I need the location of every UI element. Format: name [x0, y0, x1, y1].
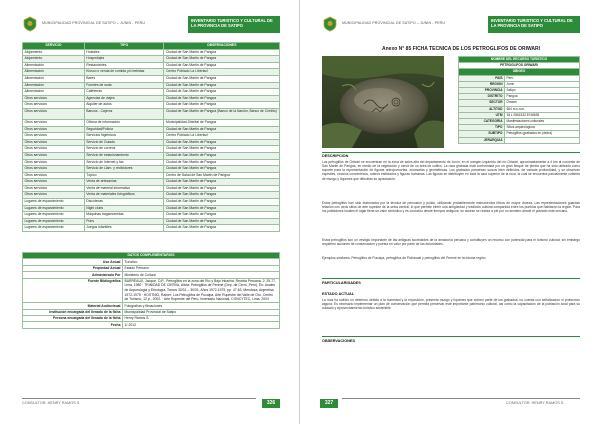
field-value [505, 137, 580, 143]
table-row [23, 62, 280, 69]
services-table [22, 42, 280, 232]
observation-cell: Ciudad de San Martin de Pangoa [164, 139, 280, 146]
field-value: Ministerio de Cultura [123, 272, 280, 278]
service-cell: Otros servicios [23, 139, 85, 146]
service-cell: Otros servicios [23, 185, 85, 192]
left-footer [0, 398, 299, 410]
footer-rule [342, 398, 580, 399]
right-footer [300, 398, 600, 410]
field-label: JERARQUIA [459, 137, 505, 143]
service-cell: Otros servicios [23, 159, 85, 166]
info-header: NOMBRE DEL RECURSO TURISTICO [459, 57, 580, 63]
field-label: REGION [459, 81, 505, 87]
field-label: Fecha [23, 322, 123, 328]
field-value: Petroglifos (grabados en piedra) [505, 131, 580, 137]
left-header [0, 14, 299, 40]
current-state-paragraph: La roca ha sufrido un deterioro debido a la humedad y la exposición, presenta musgo y líquenes que cubren parte de los grabados; no cuenta con señalización ni protección alguna. Es necesario implementar un plan de conservación que permita preservar este importante patrimonio cultural, así como la capacitación de la población local para su cuidado y aprovechamiento turístico sostenible. [322, 298, 580, 311]
table-row [23, 108, 280, 119]
observation-cell: Ciudad de San Martin de Pangoa [164, 126, 280, 133]
field-label: Material Audiovisual [23, 303, 123, 309]
type-cell: Venta de artesanías [84, 179, 164, 186]
service-cell: Alojamiento [23, 56, 85, 63]
field-label: CATEGORIA [459, 119, 505, 125]
field-value: Oriwari [505, 100, 580, 106]
observation-cell: Municipalidad Distrital de Pangoa [164, 119, 280, 126]
info-header: PETROGLIFOS ORIWARI [459, 63, 580, 69]
type-cell: Servicios higiénicos [84, 133, 164, 140]
service-cell: Otros servicios [23, 152, 85, 159]
description-paragraph-3: Estos petroglifos son un vestigio importante de las antiguas sociedades de la amazonía peruana y constituyen un recurso con potencial para el turismo cultural; sin embargo requieren acciones de conservación y puesta en valor por parte de las autoridades. [322, 238, 580, 247]
type-cell: Fuentes de soda [84, 82, 164, 89]
table-row [23, 166, 280, 173]
table-row [23, 152, 280, 159]
type-cell: Venta de material informativo [84, 185, 164, 192]
service-cell: Alimentación [23, 62, 85, 69]
type-cell: Night clubs [84, 205, 164, 212]
type-cell: Servicio de Internet y fax [84, 159, 164, 166]
service-cell: Alimentación [23, 69, 85, 76]
section-rule [322, 278, 580, 279]
field-label: TIPO [459, 125, 505, 131]
observation-cell: Ciudad de San Martin de Pangoa [164, 205, 280, 212]
table-row [23, 133, 280, 140]
service-cell: Lugares de esparcimiento [23, 205, 85, 212]
field-value: Estado Peruano [123, 265, 280, 271]
table-row [23, 102, 280, 109]
service-cell: Lugares de esparcimiento [23, 212, 85, 219]
right-page [300, 0, 600, 424]
observation-cell: Ciudad de San Martin de Pangoa [164, 89, 280, 96]
service-cell: Alimentación [23, 82, 85, 89]
table-row [23, 218, 280, 225]
page-number-left: 326 [262, 399, 280, 408]
field-label: DISTRITO [459, 94, 505, 100]
observation-cell: Ciudad de San Martin de Pangoa [164, 185, 280, 192]
observation-cell: Ciudad de San Martin de Pangoa [164, 146, 280, 153]
table-row [23, 75, 280, 82]
table-row [23, 199, 280, 206]
particularities-title: PARTICULARIDADES [322, 281, 361, 285]
table-row [23, 56, 280, 63]
service-cell: Otros servicios [23, 119, 85, 126]
table-row [23, 322, 280, 328]
field-label: SECTOR [459, 100, 505, 106]
field-value: 18 L 0561532 8748635 [505, 112, 580, 118]
table-row [23, 119, 280, 126]
right-header [300, 14, 600, 40]
type-cell: Discotecas [84, 199, 164, 206]
observation-cell: Ciudad de San Martin de Pangoa [164, 82, 280, 89]
observation-cell: Ciudad de San Martin de Pangoa (Banco de la Nación, Banco de Crédito) [164, 108, 280, 119]
table-row [23, 95, 280, 102]
table-row [23, 212, 280, 219]
field-value: Satipo [505, 88, 580, 94]
observation-cell: Ciudad de San Martin de Pangoa [164, 75, 280, 82]
field-value: Junín [505, 81, 580, 87]
table-row [23, 192, 280, 199]
observation-cell: Ciudad de San Martin de Pangoa [164, 225, 280, 232]
complementary-header: DATOS COMPLEMENTARIOS [23, 253, 280, 259]
field-value: Sitios arqueológicos [505, 125, 580, 131]
service-cell: Alimentación [23, 75, 85, 82]
description-paragraph-2: Estos petroglifos han sido elaborados por la técnica de percusión y pulido, utilizando probablemente instrumentos líticos de mayor dureza. Las representaciones guardan relación con otros sitios de arte rupestre de la selva central, lo que permite inferir una antigüedad y tradición cultural compartida entre los pueblos que habitaron la región. Para los pobladores locales el lugar tiene un valor simbólico y es conocido desde tiempos antiguos; su acceso se realiza a pie por un sendero desde el poblado más cercano. [322, 201, 580, 214]
observation-cell: Ciudad de San Martin de Pangoa [164, 62, 280, 69]
consultant-name: CONSULTOR: HENRY RAMOS S. [22, 401, 81, 405]
table-row [23, 278, 280, 303]
field-label: Fuente Bibliográfica [23, 278, 123, 303]
col-header-observations: OBSERVACIONES [164, 43, 280, 50]
table-row [23, 139, 280, 146]
service-cell: Lugares de esparcimiento [23, 218, 85, 225]
service-cell: Lugares de esparcimiento [23, 225, 85, 232]
ficha-title: Anexo N° 85 FICHA TECNICA DE LOS PETROGLIFOS DE ORIWARI [382, 46, 541, 52]
table-row [23, 225, 280, 232]
field-value: Fotografías y filmaciones [123, 303, 280, 309]
observation-cell: Ciudad de San Martin de Pangoa [164, 179, 280, 186]
type-cell: Hostales [84, 49, 164, 56]
type-cell: Oficina de información [84, 119, 164, 126]
field-label: Administrado Por [23, 272, 123, 278]
service-cell: Otros servicios [23, 126, 85, 133]
observation-cell: Ciudad de San Martin de Pangoa [164, 199, 280, 206]
service-cell: Otros servicios [23, 192, 85, 199]
table-row [23, 49, 280, 56]
field-value: Turístico [123, 259, 280, 265]
observation-cell: Centro Poblado La Libertad [164, 69, 280, 76]
description-paragraph-1: Los petroglifos de Oriwari se encuentran en la zona de selva alta del departamento de Junín, en el margen izquierdo del río Oriwari, aproximadamente a 4 km al noroeste de San Martin de Pangoa, en medio de la vegetación y cerca de un área de cultivo. La roca grabada está conformada por un gran bloque de piedra que ha sido utilizado como soporte para la representación de figuras antropomorfas, zoomorfas y geométricas. Los grabados presentan surcos bien definidos, de variada profundidad, y se observan espirales, círculos concéntricos, rostros estilizados y figuras humanas. Las figuras se distribuyen en toda la cara superior de la roca, la cual se encuentra parcialmente cubierta de musgo y líquenes que dificultan su apreciación. [322, 160, 580, 181]
type-cell: Servicio de correos [84, 146, 164, 153]
field-value: Pangoa [505, 94, 580, 100]
description-title: DESCRIPCION [322, 154, 349, 158]
observation-cell: Ciudad de San Martin de Pangoa [164, 102, 280, 109]
section-rule [322, 336, 580, 337]
field-value: Perú [505, 75, 580, 81]
table-row [23, 172, 280, 179]
observation-cell: Ciudad de San Martin de Pangoa [164, 166, 280, 173]
service-cell: Otros servicios [23, 179, 85, 186]
observation-cell: Ciudad de San Martin de Pangoa [164, 212, 280, 219]
header-title-box: INVENTARIO TURISTICO Y CULTURAL DE LA PROVINCIA DE SATIPO [488, 16, 580, 33]
description-paragraph-4: Ejemplos similares: Petroglifos de Pucalpa, petroglifos de Pichanaki y petroglifos del Perené en la misma región. [322, 256, 487, 260]
service-cell: Otros servicios [23, 172, 85, 179]
field-label: ALTITUD [459, 106, 505, 112]
page-number-right: 327 [320, 399, 338, 408]
field-label: PAIS [459, 75, 505, 81]
header-title-box: INVENTARIO TURISTICO Y CULTURAL DE LA PROVINCIA DE SATIPO [188, 16, 280, 33]
type-cell: Bares [84, 75, 164, 82]
type-cell: Restaurantes [84, 62, 164, 69]
complementary-table [22, 252, 280, 329]
observation-cell: Ciudad de San Martin de Pangoa [164, 95, 280, 102]
field-value: Manifestaciones culturales [505, 119, 580, 125]
service-cell: Otros servicios [23, 146, 85, 153]
observation-cell: Ciudad de San Martin de Pangoa [164, 152, 280, 159]
observation-cell: Centro de Salud de San Martin de Pangoa [164, 172, 280, 179]
col-header-type: TIPO [84, 43, 164, 50]
table-row [23, 89, 280, 96]
table-row [459, 137, 580, 143]
field-label: UTM [459, 112, 505, 118]
table-row [23, 69, 280, 76]
observation-cell: Ciudad de San Martin de Pangoa [164, 49, 280, 56]
type-cell: Juegos infantiles [84, 225, 164, 232]
type-cell: Servicio de Llam. y recibidores [84, 166, 164, 173]
service-cell: Otros servicios [23, 108, 85, 119]
field-label: PROVINCIA [459, 88, 505, 94]
petroglyph-photo [322, 56, 444, 148]
table-row [23, 179, 280, 186]
service-cell: Otros servicios [23, 95, 85, 102]
field-label: SUBTIPO [459, 131, 505, 137]
table-row [23, 82, 280, 89]
observations-title: OBSERVACIONES [322, 339, 355, 343]
col-header-service: SERVICIO [23, 43, 85, 50]
table-row [23, 159, 280, 166]
service-cell: Otros servicios [23, 102, 85, 109]
ficha-info-table [458, 56, 580, 144]
field-label: Institución encargada del llenado de la ficha [23, 309, 123, 315]
table-row [23, 205, 280, 212]
field-value: Municipalidad Provincial de Satipo [123, 309, 280, 315]
consultant-name: CONSULTOR: HENRY RAMOS S. [506, 401, 565, 405]
services-table-header [23, 43, 280, 50]
table-row [23, 146, 280, 153]
observation-cell: Ciudad de San Martin de Pangoa [164, 218, 280, 225]
current-state-title: ESTADO ACTUAL [322, 292, 355, 296]
type-cell: Alquiler de autos [84, 102, 164, 109]
type-cell: Venta de materiales fotográficos [84, 192, 164, 199]
type-cell: Servicio de estacionamiento [84, 152, 164, 159]
section-rule [322, 152, 580, 153]
field-value: Henry Ramos S. [123, 316, 280, 322]
type-cell: Cafeterías [84, 89, 164, 96]
municipality-logo [22, 16, 38, 32]
type-cell: Hospedajes [84, 56, 164, 63]
footer-rule [22, 398, 256, 399]
table-row [23, 126, 280, 133]
type-cell: Máquinas tragamonedas [84, 212, 164, 219]
type-cell: Kiosco o venda de comida y/o bebidas [84, 69, 164, 76]
municipality-name: MUNICIPALIDAD PROVINCIAL DE SATIPO – JUNIN - PERU [42, 21, 146, 25]
table-row [23, 185, 280, 192]
observation-cell: Ciudad de San Martin de Pangoa [164, 192, 280, 199]
type-cell: Seguridad/Policía [84, 126, 164, 133]
type-cell: Pubs [84, 218, 164, 225]
service-cell: Lugares de esparcimiento [23, 199, 85, 206]
type-cell: Agencias de viajes [84, 95, 164, 102]
service-cell: Otros servicios [23, 166, 85, 173]
type-cell: Tópico [84, 172, 164, 179]
service-cell: Alimentación [23, 89, 85, 96]
type-cell: Bancos - Cajeros [84, 108, 164, 119]
field-value: BARREAUX, Jacque. O.P., Petroglifos en la zona del Río y Bajo Inkanha. Revista Peruana. 2: 29-77, Lima, 1980 · TRINIDAD DE CIERVA, Alicia: Petroglifos de Perené (Dep. de Cerro, Perú). En: Anales de Arqueología y Etnología. Tomos 30/31 – 30/31, Años 1972-1975, pp. 47-63. Mendoza, Argentina. 1972-1975 · HOSTNIG, Rainer: Los Petroglifos de Pucalpa. Arte Rupestre del Valle de Oro. Centro de Turismo, 12 p., 2002. · Arte Rupestre del Perú. Inventario Nacional. CONCYTEC, Lima, 2003 [123, 278, 280, 303]
service-cell: Otros servicios [23, 133, 85, 140]
municipality-name: MUNICIPALIDAD PROVINCIAL DE SATIPO – JUNIN - PERU [342, 21, 446, 25]
field-label: Uso Actual [23, 259, 123, 265]
type-cell: Servicio de Guiado [84, 139, 164, 146]
field-label: Persona encargada del llenado de la ficha [23, 316, 123, 322]
field-value: 1/-2012 [123, 322, 280, 328]
observation-cell: Centro Poblado La Libertad [164, 133, 280, 140]
service-cell: Alojamiento [23, 49, 85, 56]
field-label: Propiedad Actual [23, 265, 123, 271]
field-value: 684 m.s.n.m. [505, 106, 580, 112]
observation-cell: Ciudad de San Martin de Pangoa [164, 159, 280, 166]
info-header: UBIGEO [459, 69, 580, 75]
municipality-logo [322, 16, 338, 32]
observation-cell: Ciudad de San Martin de Pangoa [164, 56, 280, 63]
